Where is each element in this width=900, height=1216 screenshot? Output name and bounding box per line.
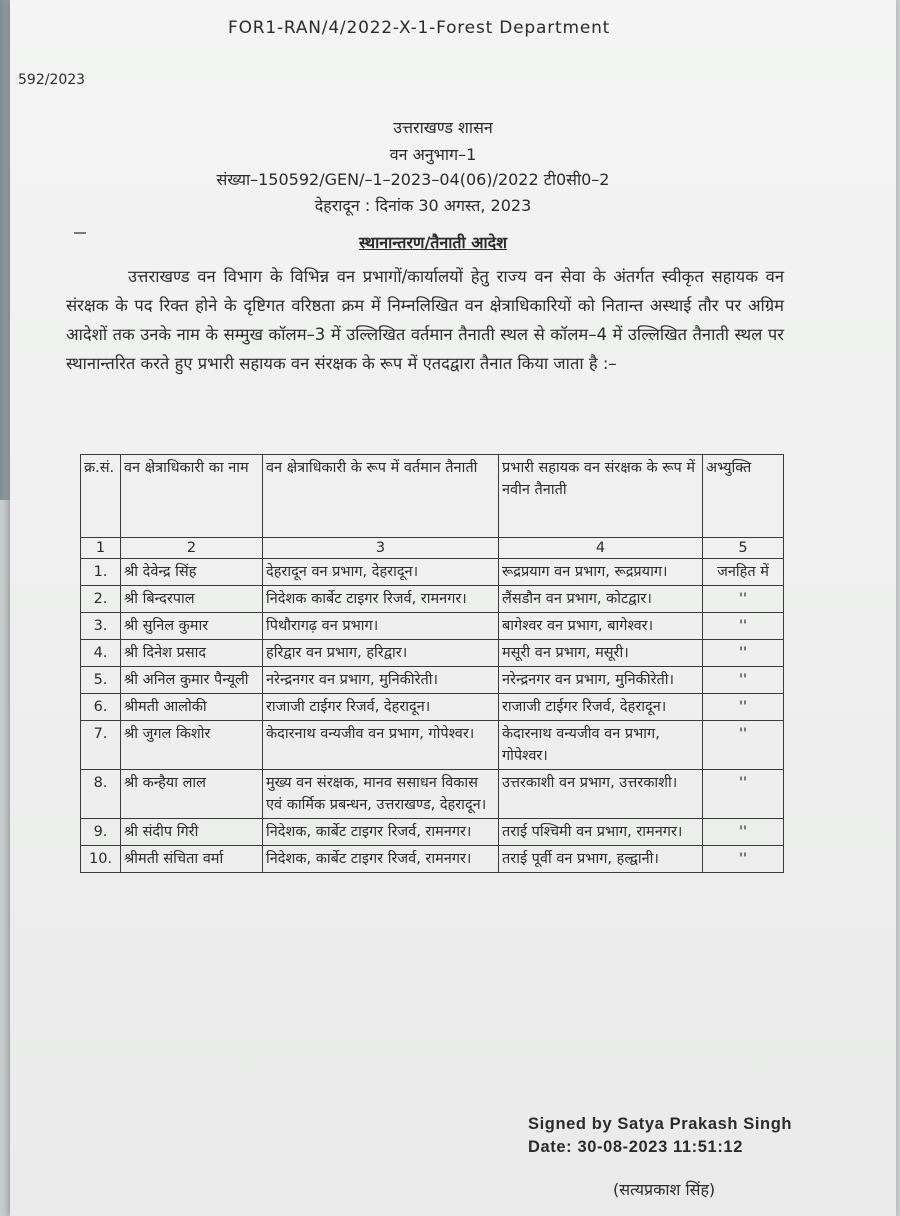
signatory-name: (सत्यप्रकाश सिंह) xyxy=(613,1180,716,1199)
current-posting: मुख्य वन संरक्षक, मानव ससाधन विकास एवं कार्मिक प्रबन्धन, उत्तराखण्ड, देहरादून। xyxy=(263,770,499,819)
table-row xyxy=(81,721,784,770)
row-serial: 6. xyxy=(81,694,121,721)
current-posting: निदेशक, कार्बेट टाइगर रिजर्व, रामनगर। xyxy=(263,819,499,846)
officer-name: श्री सुनिल कुमार xyxy=(121,613,263,640)
column-number: 2 xyxy=(121,538,263,559)
table-row xyxy=(81,559,784,586)
table-row xyxy=(81,667,784,694)
transfer-table xyxy=(80,454,784,873)
new-posting: बागेश्वर वन प्रभाग, बागेश्वर। xyxy=(499,613,703,640)
new-posting: राजाजी टाईगर रिजर्व, देहरादून। xyxy=(499,694,703,721)
remarks: '' xyxy=(703,819,784,846)
row-serial: 2. xyxy=(81,586,121,613)
officer-name: श्री अनिल कुमार पैन्यूली xyxy=(121,667,263,694)
header-officer-name: वन क्षेत्राधिकारी का नाम xyxy=(121,455,263,538)
row-serial: 8. xyxy=(81,770,121,819)
header-new-posting: प्रभारी सहायक वन संरक्षक के रूप में नवीन तैनाती xyxy=(499,455,703,538)
table-row xyxy=(81,770,784,819)
row-serial: 7. xyxy=(81,721,121,770)
column-number: 1 xyxy=(81,538,121,559)
table-row xyxy=(81,694,784,721)
officer-name: श्री कन्हैया लाल xyxy=(121,770,263,819)
officer-name: श्री बिन्दरपाल xyxy=(121,586,263,613)
current-posting: पिथौरागढ़ वन प्रभाग। xyxy=(263,613,499,640)
signed-by-text: Signed by Satya Prakash Singh xyxy=(528,1115,793,1133)
new-posting: रूद्रप्रयाग वन प्रभाग, रूद्रप्रयाग। xyxy=(499,559,703,586)
remarks: '' xyxy=(703,721,784,770)
remarks: '' xyxy=(703,846,784,873)
signature-date: Date: 30-08-2023 11:51:12 xyxy=(528,1138,743,1156)
order-number: संख्या–150592/GEN/–1–2023–04(06)/2022 टी0सी0–2 xyxy=(216,170,610,189)
officer-name: श्रीमती आलोकी xyxy=(121,694,263,721)
remarks: '' xyxy=(703,694,784,721)
column-number: 3 xyxy=(263,538,499,559)
current-posting: देहरादून वन प्रभाग, देहरादून। xyxy=(263,559,499,586)
row-serial: 3. xyxy=(81,613,121,640)
new-posting: उत्तरकाशी वन प्रभाग, उत्तरकाशी। xyxy=(499,770,703,819)
column-number: 4 xyxy=(499,538,703,559)
officer-name: श्री जुगल किशोर xyxy=(121,721,263,770)
remarks: '' xyxy=(703,667,784,694)
new-posting: तराई पश्चिमी वन प्रभाग, रामनगर। xyxy=(499,819,703,846)
table-row xyxy=(81,613,784,640)
new-posting: नरेन्द्रनगर वन प्रभाग, मुनिकीरेती। xyxy=(499,667,703,694)
order-date: देहरादून : दिनांक 30 अगस्त, 2023 xyxy=(314,196,532,215)
current-posting: केदारनाथ वन्यजीव वन प्रभाग, गोपेश्वर। xyxy=(263,721,499,770)
current-posting: निदेशक कार्बेट टाइगर रिजर्व, रामनगर। xyxy=(263,586,499,613)
current-posting: निदेशक, कार्बेट टाइगर रिजर्व, रामनगर। xyxy=(263,846,499,873)
row-serial: 5. xyxy=(81,667,121,694)
table-header-row xyxy=(81,455,784,538)
officer-name: श्रीमती संचिता वर्मा xyxy=(121,846,263,873)
new-posting: लैंसडौन वन प्रभाग, कोटद्वार। xyxy=(499,586,703,613)
current-posting: हरिद्वार वन प्रभाग, हरिद्वार। xyxy=(263,640,499,667)
government-heading: उत्तराखण्ड शासन xyxy=(393,118,493,137)
section-heading: वन अनुभाग–1 xyxy=(389,145,477,164)
row-serial: 9. xyxy=(81,819,121,846)
column-number-row xyxy=(81,538,784,559)
officer-name: श्री संदीप गिरी xyxy=(121,819,263,846)
table-row xyxy=(81,819,784,846)
remarks: '' xyxy=(703,586,784,613)
digital-signature xyxy=(528,1113,858,1159)
remarks: '' xyxy=(703,613,784,640)
order-title: स्थानान्तरण/तैनाती आदेश xyxy=(358,233,507,252)
remarks: '' xyxy=(703,770,784,819)
row-serial: 4. xyxy=(81,640,121,667)
row-serial: 10. xyxy=(81,846,121,873)
current-posting: नरेन्द्रनगर वन प्रभाग, मुनिकीरेती। xyxy=(263,667,499,694)
officer-name: श्री दिनेश प्रसाद xyxy=(121,640,263,667)
new-posting: केदारनाथ वन्यजीव वन प्रभाग, गोपेश्वर। xyxy=(499,721,703,770)
order-paragraph: उत्तराखण्ड वन विभाग के विभिन्न वन प्रभागों/कार्यालयों हेतु राज्य वन सेवा के अंतर्गत स्वीकृत सहायक वन संरक्षक के पद रिक्त होने के दृष्टिगत वरिष्ठता क्रम में निम्नलिखित वन क्षेत्राधिकारियों को नितान्त अस्थाई तौर पर अग्रिम आदेशों तक उनके नाम के सम्मुख कॉलम–3 में उल्लिखित वर्तमान तैनाती स्थल से कॉलम–4 में उल्लिखित तैनाती स्थल पर स्थानान्तरित करते हुए प्रभारी सहायक वन संरक्षक के रूप में एतदद्वारा तैनात किया जाता है :– xyxy=(66,267,784,373)
row-serial: 1. xyxy=(81,559,121,586)
header-serial: क्र.सं. xyxy=(81,455,121,538)
table-row xyxy=(81,846,784,873)
file-reference: FOR1-RAN/4/2022-X-1-Forest Department xyxy=(228,18,611,38)
document-page xyxy=(10,0,896,1216)
remarks: '' xyxy=(703,640,784,667)
file-number: 592/2023 xyxy=(18,72,86,88)
remarks: जनहित में xyxy=(703,559,784,586)
table-row xyxy=(81,640,784,667)
new-posting: मसूरी वन प्रभाग, मसूरी। xyxy=(499,640,703,667)
new-posting: तराई पूर्वी वन प्रभाग, हल्द्वानी। xyxy=(499,846,703,873)
current-posting: राजाजी टाईगर रिजर्व, देहरादून। xyxy=(263,694,499,721)
header-current-posting: वन क्षेत्राधिकारी के रूप में वर्तमान तैनाती xyxy=(263,455,499,538)
column-number: 5 xyxy=(703,538,784,559)
table-row xyxy=(81,586,784,613)
officer-name: श्री देवेन्द्र सिंह xyxy=(121,559,263,586)
header-remarks: अभ्युक्ति xyxy=(703,455,784,538)
